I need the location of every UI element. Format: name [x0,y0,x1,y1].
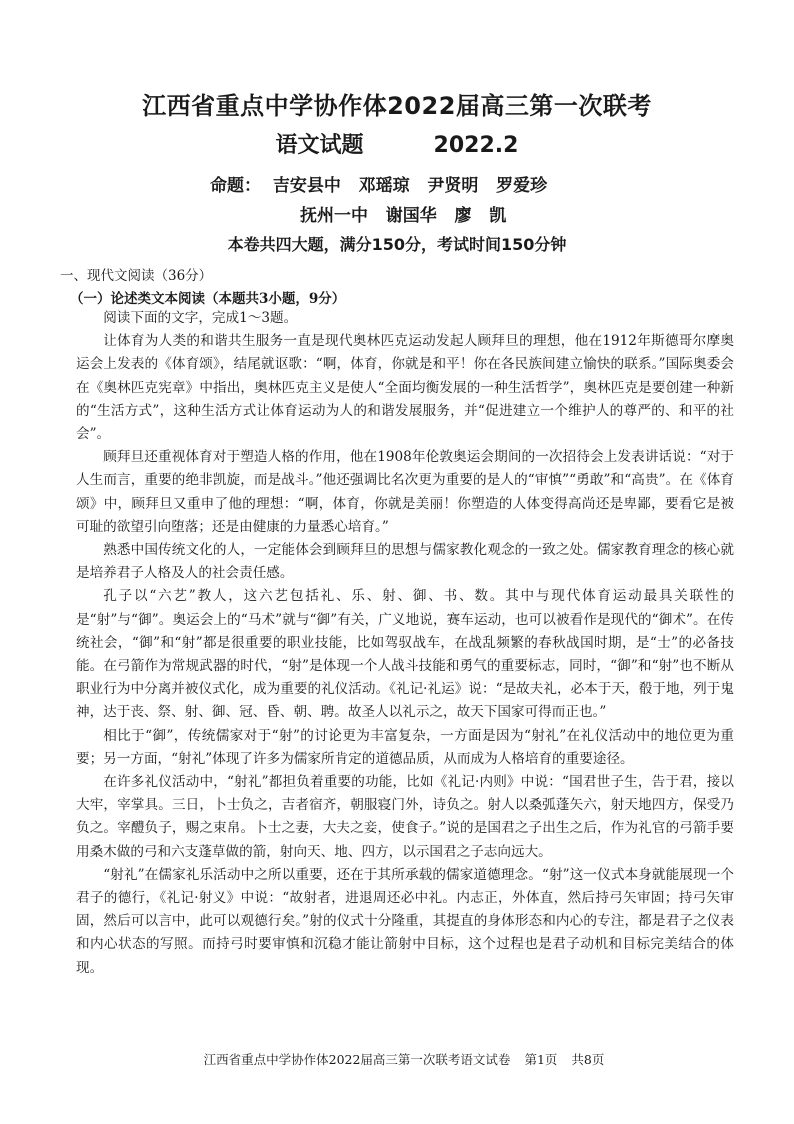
exam-notice: 本卷共四大题，满分150分，考试时间150分钟 [227,235,567,254]
sub-section-heading: （一）论述类文本阅读（本题共3小题，9分） [70,291,346,307]
paragraph: 顾拜旦还重视体育对于塑造人格的作用，他在1908年伦敦奥运会期间的一次招待会上发表讲话说：“对于人生而言，重要的绝非凯旋，而是战斗。”他还强调比名次更为重要的是人的“审慎”“勇敢”和“高贵”。在《体育颂》中，顾拜旦又重申了他的理想：“啊，体育，你就是美丽！你塑造的人体变得高尚还是卑鄙，要看它是被可耻的欲望引向堕落；还是由健康的力量悉心培育。” [76,449,734,535]
authors-line-1: 命题： 吉安县中 邓瑶琼 尹贤明 罗爱珍 [210,176,548,196]
page-footer [0,1050,794,1068]
page-number: 第1页 [524,1052,558,1067]
paragraph: 相比于“御”，传统儒家对于“射”的讨论更为丰富复杂，一方面是因为“射礼”在礼仪活动中的地位更为重要；另一方面，“射礼”体现了许多为儒家所肯定的道德品质，从而成为人格培育的重要途径。 [76,727,734,767]
paragraph: 阅读下面的文字，完成1～3题。 [103,310,298,326]
reading-passage [76,307,734,980]
exam-date: 2022.2 [433,133,519,158]
authors-line-2: 抚州一中 谢国华 廖 凯 [300,206,507,226]
subject-title: 语文试题 [275,133,364,158]
paragraph: “射礼”在儒家礼乐活动中之所以重要，还在于其所承载的儒家道德理念。“射”这一仪式本身就能展现一个君子的德行，《礼记·射义》中说：“故射者，进退周还必中礼。内志正，外体直，然后持弓矢审固；持弓矢审固，然后可以言中，此可以观德行矣。”射的仪式十分隆重，其提直的身体形态和内心的专注，都是君子之仪表和内心状态的写照。而持弓时要审慎和沉稳才能让箭射中目标，这个过程也是君子动机和目标完美结合的体现。 [76,866,734,976]
paragraph: 在许多礼仪活动中，“射礼”都担负着重要的功能，比如《礼记·内则》中说：“国君世子生，告于君，接以大牢，宰掌具。三日，卜士负之，吉者宿齐，朝服寝门外，诗负之。射人以桑弧蓬矢六，射天地四方，保受乃负之。宰醴负子，赐之束帛。卜士之妻，大夫之妾，使食子。”说的是国君之子出生之后，作为礼官的弓箭手要用桑木做的弓和六支蓬草做的箭，射向天、地、四方，以示国君之子志向远大。 [76,774,734,860]
paragraph: 熟悉中国传统文化的人，一定能体会到顾拜旦的思想与儒家教化观念的一致之处。儒家教育理念的核心就是培养君子人格及人的社会责任感。 [76,542,734,582]
page-total: 共8页 [571,1052,605,1067]
paragraph: 孔子以“六艺”教人，这六艺包括礼、乐、射、御、书、数。其中与现代体育运动最具关联性的是“射”与“御”。奥运会上的“马术”就与“御”有关，广义地说，赛车运动，也可以被看作是现代的“御术”。在传统社会，“御”和“射”都是很重要的职业技能，比如驾驭战车，在战乱频繁的春秋战国时期，是“士”的必备技能。在弓箭作为常规武器的时代，“射”是体现一个人战斗技能和勇气的重要标志，同时，“御”和“射”也不断从职业行为中分离并被仪式化，成为重要的礼仪活动。《礼记·礼运》说：“是故夫礼，必本于天，殽于地，列于鬼神，达于丧、祭、射、御、冠、昏、朝、聘。故圣人以礼示之，故天下国家可得而正也。” [76,588,734,721]
exam-title: 江西省重点中学协作体2022届高三第一次联考 [142,92,652,120]
subject-line [0,128,794,159]
paragraph: 让体育为人类的和谐共生服务一直是现代奥林匹克运动发起人顾拜旦的理想，他在1912年斯德哥尔摩奥运会上发表的《体育颂》，结尾就讴歌：“啊，体育，你就是和平！你在各民族间建立愉快的联系。”国际奥委会在《奥林匹克宪章》中指出，奥林匹克主义是使人“全面均衡发展的一种生活哲学”，奥林匹克是要创建一种新的“生活方式”，这种生活方式让体育运动为人的和谐发展服务，并“促进建立一个维护人的尊严的、和平的社会”。 [76,333,734,443]
footer-text: 江西省重点中学协作体2022届高三第一次联考语文试卷 [203,1052,511,1067]
section-heading: 一、现代文阅读（36分） [60,268,213,284]
